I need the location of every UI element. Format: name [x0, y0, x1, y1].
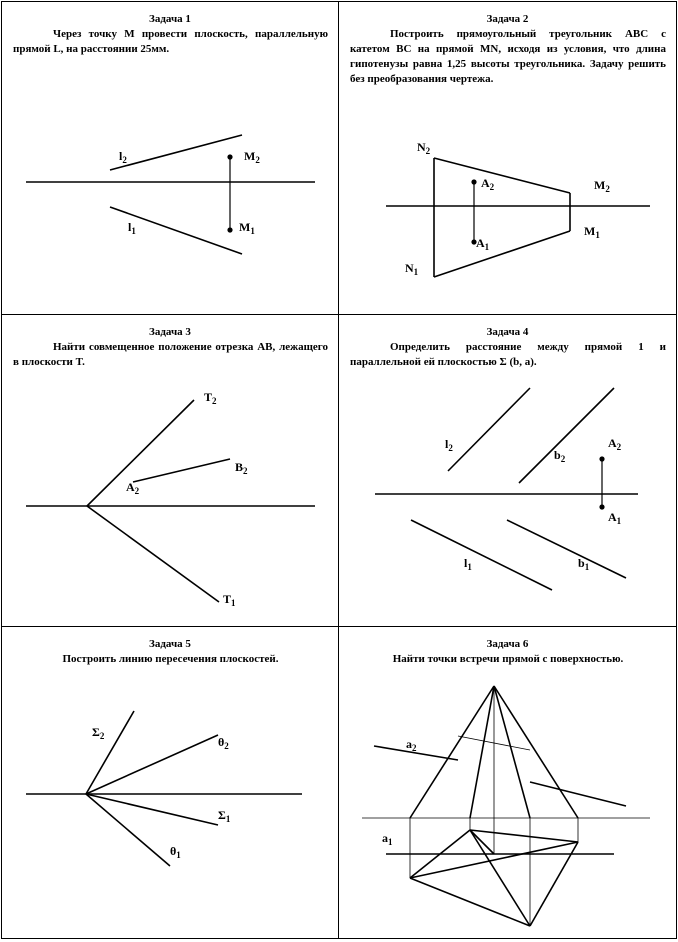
task-3-cell — [2, 315, 338, 626]
task-1-label-l2: $l_2$ — [119, 149, 127, 165]
task-2-drawing — [339, 2, 676, 314]
task-3-title: Задача 3 — [149, 326, 191, 338]
task-6-label-a1: $a_1$ — [382, 831, 393, 847]
task-4-label-a2: $A_2$ — [608, 436, 622, 452]
task-1-label-l1: $l_1$ — [128, 220, 136, 236]
task-5-label-theta2: $\theta_2$ — [218, 735, 229, 751]
task-4-cell — [339, 315, 676, 626]
task-1-cell — [2, 2, 338, 314]
task-2-cell — [339, 2, 676, 314]
task-2-label-a1: $A_1$ — [476, 236, 490, 252]
task-2-label-m1: $M_1$ — [584, 224, 600, 240]
task-3-label-t1: $T_1$ — [223, 592, 236, 608]
task-5-text: Построить линию пересечения плоскостей. — [62, 653, 279, 665]
task-4-label-a1: $A_1$ — [608, 510, 622, 526]
task-6-text: Найти точки встречи прямой с поверхностью. — [392, 653, 624, 665]
task-6-drawing — [339, 627, 676, 938]
task-2-label-a2: $A_2$ — [481, 176, 495, 192]
task-2-label-n2: $N_2$ — [417, 140, 431, 156]
task-3-text: Найти совмещенное положение отрезка AB, лежащего в плоскости T. — [13, 341, 328, 368]
task-4-title: Задача 4 — [486, 326, 529, 338]
task-5-title: Задача 5 — [149, 638, 191, 650]
task-1-text: Через точку M провести плоскость, параллельную прямой L, на расстоянии 25мм. — [13, 28, 328, 55]
task-5-cell — [2, 627, 338, 938]
task-4-label-b2: $b_2$ — [554, 448, 566, 464]
task-4-label-l1: $l_1$ — [464, 556, 472, 572]
task-4-drawing — [339, 315, 676, 626]
task-3-label-a2: $A_2$ — [126, 480, 140, 496]
task-2-title: Задача 2 — [486, 13, 529, 25]
task-2-text: Построить прямоугольный треугольник ABC с катетом BC на прямой MN, исходя из условия, что длина гипотенузы равна 1,25 высоты треугольника. Задачу решить без преобразования чертежа. — [350, 28, 666, 85]
task-1-label-m1: $M_1$ — [239, 220, 255, 236]
task-3-label-b2: $B_2$ — [235, 460, 248, 476]
task-6-label-a2: $a_2$ — [406, 737, 417, 753]
task-5-drawing — [2, 627, 338, 938]
task-5-label-sigma1: $\Sigma_1$ — [218, 808, 231, 824]
task-4-label-l2: $l_2$ — [445, 437, 453, 453]
task-5-label-theta1: $\theta_1$ — [170, 844, 181, 860]
task-5-label-sigma2: $\Sigma_2$ — [92, 725, 105, 741]
task-1-title: Задача 1 — [149, 13, 191, 25]
task-4-label-b1: $b_1$ — [578, 556, 590, 572]
task-6-title: Задача 6 — [486, 638, 529, 650]
task-1-label-m2: $M_2$ — [244, 149, 260, 165]
task-2-label-m2: $M_2$ — [594, 178, 610, 194]
task-6-cell — [339, 627, 676, 938]
task-2-label-n1: $N_1$ — [405, 261, 419, 277]
task-3-drawing — [2, 315, 338, 626]
task-3-label-t2: $T_2$ — [204, 390, 217, 406]
task-4-text: Определить расстояние между прямой 1 и параллельной ей плоскостью Σ (b, a). — [350, 341, 666, 368]
task-1-drawing — [2, 2, 338, 314]
